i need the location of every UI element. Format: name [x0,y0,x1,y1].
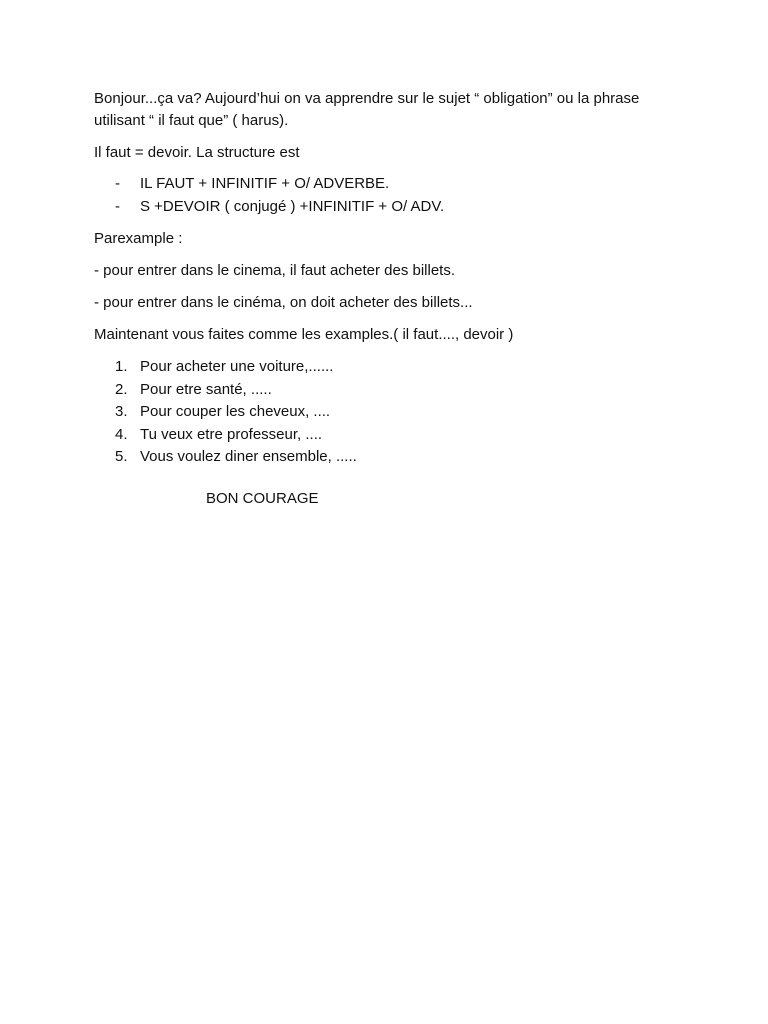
document-body [94,88,674,469]
rule-line: Il faut = devoir. La structure est [94,144,300,161]
exercise-number: 4. [115,425,128,443]
exercise-text: Pour acheter une voiture,...... [140,358,334,375]
structure-item [94,195,674,218]
exercise-item [94,356,674,379]
exercise-item [94,424,674,447]
structure-text: S +DEVOIR ( conjugé ) +INFINITIF + O/ ADV. [140,198,445,215]
exercise-number: 2. [115,380,128,398]
exercise-text: Pour couper les cheveux, .... [140,403,331,420]
structure-item [94,172,674,195]
exercise-number: 1. [115,358,128,375]
structure-text: IL FAUT + INFINITIF + O/ ADVERBE. [140,175,390,192]
intro-paragraph: Bonjour...ça va? Aujourd’hui on va apprendre sur le sujet “ obligation” ou la phrase utilisant “ il faut que” ( harus). [94,90,640,129]
exercise-item [94,379,674,402]
exercise-text: Tu veux etre professeur, .... [140,425,323,443]
list-dash: - [115,198,120,215]
exercise-number: 3. [115,403,128,420]
exercise-text: Vous voulez diner ensemble, ..... [140,448,357,465]
exercise-item [94,446,674,469]
exercise-text: Pour etre santé, ..... [140,380,272,398]
example-sentence: - pour entrer dans le cinéma, on doit acheter des billets... [94,294,473,311]
instruction-line: Maintenant vous faites comme les examples.( il faut...., devoir ) [94,326,514,343]
exercise-number: 5. [115,448,128,465]
example-sentence: - pour entrer dans le cinema, il faut acheter des billets. [94,262,456,279]
exercise-item [94,401,674,424]
closing-line: BON COURAGE [206,490,319,507]
exercise-list [94,356,674,469]
structure-list [94,172,674,218]
example-label: Parexample : [94,230,183,247]
list-dash: - [115,175,120,192]
